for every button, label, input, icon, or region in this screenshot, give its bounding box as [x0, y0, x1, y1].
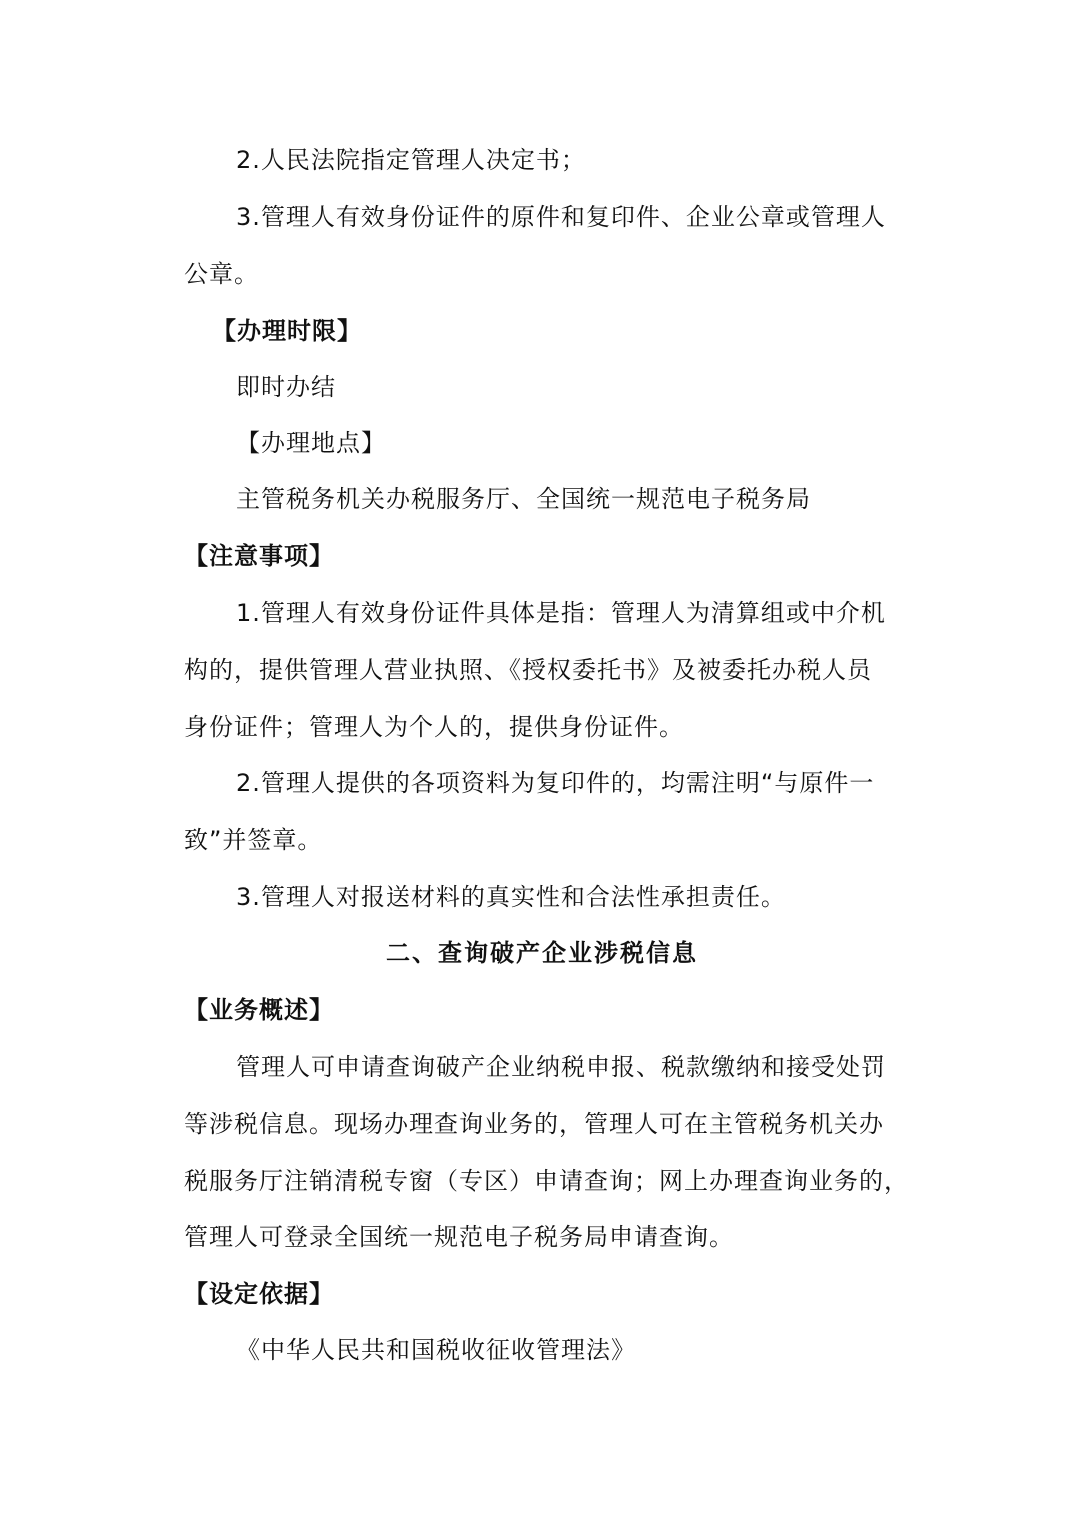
heading-business-overview: 【业务概述】 [184, 996, 334, 1024]
overview-line-1: 管理人可申请查询破产企业纳税申报、税款缴纳和接受处罚 [236, 1053, 886, 1081]
note-2-line-1: 2.管理人提供的各项资料为复印件的，均需注明“与原件一 [236, 769, 875, 797]
heading-notes: 【注意事项】 [184, 542, 334, 570]
processing-location-text: 主管税务机关办税服务厅、全国统一规范电子税务局 [236, 485, 811, 513]
note-3: 3.管理人对报送材料的真实性和合法性承担责任。 [236, 883, 786, 911]
section-title-query-tax-info: 二、查询破产企业涉税信息 [386, 939, 698, 967]
overview-line-3: 税服务厅注销清税专窗（专区）申请查询；网上办理查询业务的， [184, 1167, 909, 1195]
list-item-2-court-decision: 2.人民法院指定管理人决定书； [236, 146, 586, 174]
list-item-3-continuation: 公章。 [184, 260, 259, 288]
heading-processing-location: 【办理地点】 [236, 429, 386, 457]
note-1-line-2: 构的，提供管理人营业执照、《授权委托书》及被委托办税人员 [184, 656, 872, 684]
legal-basis-law: 《中华人民共和国税收征收管理法》 [236, 1336, 636, 1364]
heading-legal-basis: 【设定依据】 [184, 1280, 334, 1308]
heading-processing-time: 【办理时限】 [212, 317, 362, 345]
note-2-line-2: 致”并签章。 [184, 826, 323, 854]
note-1-line-1: 1.管理人有效身份证件具体是指：管理人为清算组或中介机 [236, 599, 886, 627]
overview-line-2: 等涉税信息。现场办理查询业务的，管理人可在主管税务机关办 [184, 1110, 884, 1138]
note-1-line-3: 身份证件；管理人为个人的，提供身份证件。 [184, 713, 684, 741]
list-item-3-id-documents: 3.管理人有效身份证件的原件和复印件、企业公章或管理人 [236, 203, 886, 231]
processing-time-text: 即时办结 [236, 373, 336, 401]
overview-line-4: 管理人可登录全国统一规范电子税务局申请查询。 [184, 1223, 734, 1251]
